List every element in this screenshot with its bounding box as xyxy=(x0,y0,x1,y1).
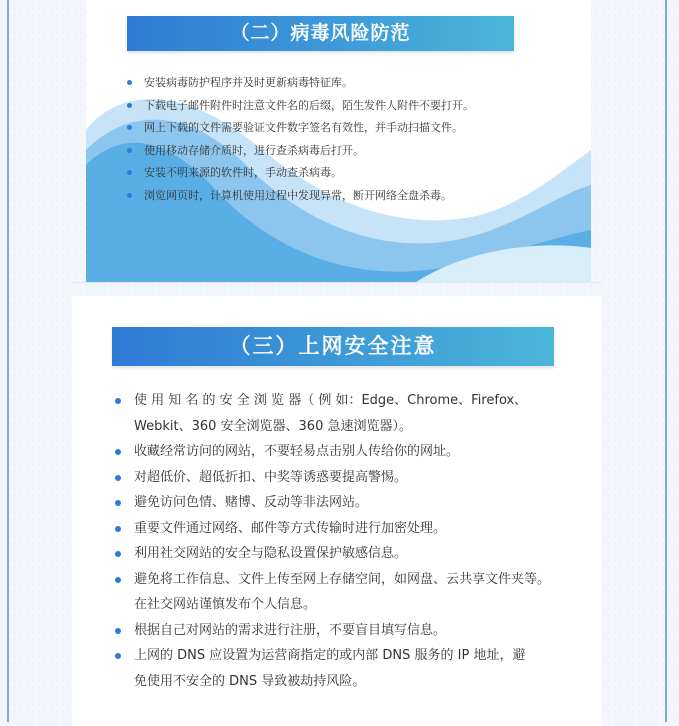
bullet-icon xyxy=(115,500,121,506)
list-item xyxy=(112,439,550,465)
list-item-text: 避免将工作信息、文件上传至网上存储空间，如网盘、云共享文件夹等。 xyxy=(134,571,551,587)
bullet-icon xyxy=(115,449,121,455)
page-frame-left-line xyxy=(7,0,9,722)
list-item-text: 安装不明来源的软件时，手动查杀病毒。 xyxy=(144,166,342,180)
bullet-icon xyxy=(127,103,132,108)
virus-prevention-list xyxy=(121,74,474,210)
list-item-text: 利用社交网站的安全与隐私设置保护敏感信息。 xyxy=(134,546,408,561)
list-item-text: 避免访问色情、赌博、反动等非法网站。 xyxy=(134,495,369,510)
list-item-text: 使 用 知 名 的 安 全 浏 览 器（ 例 如：Edge、Chrome、Firefox、 xyxy=(134,393,528,408)
list-item-text: 使用移动存储介质时，进行查杀病毒后打开。 xyxy=(144,143,364,157)
bullet-icon xyxy=(127,80,132,85)
list-item-text: 网上下载的文件需要验证文件数字签名有效性，并手动扫描文件。 xyxy=(144,121,463,135)
page-frame-right-line xyxy=(665,0,667,722)
internet-safety-card xyxy=(72,296,602,726)
bullet-icon xyxy=(115,551,121,557)
bullet-icon xyxy=(115,577,121,583)
list-item-text: 根据自己对网站的需求进行注册，不要盲目填写信息。 xyxy=(134,622,447,638)
list-item xyxy=(112,618,550,644)
list-item-text-continued: 在社交网站谨慎发布个人信息。 xyxy=(134,597,317,612)
bullet-icon xyxy=(115,398,121,404)
list-item-text: 收藏经常访问的网站，不要轻易点击别人传给你的网址。 xyxy=(134,444,460,459)
list-item xyxy=(121,187,474,210)
list-item xyxy=(112,643,550,694)
list-item xyxy=(112,541,550,567)
section3-title: （三）上网安全注意 xyxy=(112,327,554,366)
internet-safety-list xyxy=(112,388,550,694)
bullet-icon xyxy=(115,628,121,634)
list-item xyxy=(121,97,474,120)
list-item xyxy=(121,142,474,165)
list-item xyxy=(121,164,474,187)
list-item-text-continued: Webkit、360 安全浏览器、360 急速浏览器）。 xyxy=(134,418,412,434)
list-item xyxy=(112,465,550,491)
bullet-icon xyxy=(127,193,132,198)
list-item-text-continued: 免使用不安全的 DNS 导致被劫持风险。 xyxy=(134,673,366,689)
list-item xyxy=(112,516,550,542)
list-item-text: 上网的 DNS 应设置为运营商指定的或内部 DNS 服务的 IP 地址，避 xyxy=(134,648,526,663)
bullet-icon xyxy=(127,148,132,153)
list-item-text: 浏览网页时，计算机使用过程中发现异常，断开网络全盘杀毒。 xyxy=(144,188,452,202)
bullet-icon xyxy=(115,475,121,481)
list-item-text: 安装病毒防护程序并及时更新病毒特征库。 xyxy=(144,76,353,89)
list-item-text: 重要文件通过网络、邮件等方式传输时进行加密处理。 xyxy=(134,520,447,536)
virus-prevention-card xyxy=(86,0,591,282)
list-item xyxy=(112,388,550,439)
list-item xyxy=(112,567,550,618)
list-item xyxy=(121,74,474,97)
section2-title: （二）病毒风险防范 xyxy=(127,16,514,51)
bullet-icon xyxy=(115,526,121,532)
list-item-text: 下载电子邮件附件时注意文件名的后缀，陌生发件人附件不要打开。 xyxy=(144,98,474,112)
bullet-icon xyxy=(127,170,132,175)
list-item xyxy=(112,490,550,516)
list-item-text: 对超低价、超低折扣、中奖等诱惑要提高警惕。 xyxy=(134,469,408,485)
bullet-icon xyxy=(127,125,132,130)
bullet-icon xyxy=(115,653,121,659)
list-item xyxy=(121,119,474,142)
section-divider xyxy=(72,282,603,283)
